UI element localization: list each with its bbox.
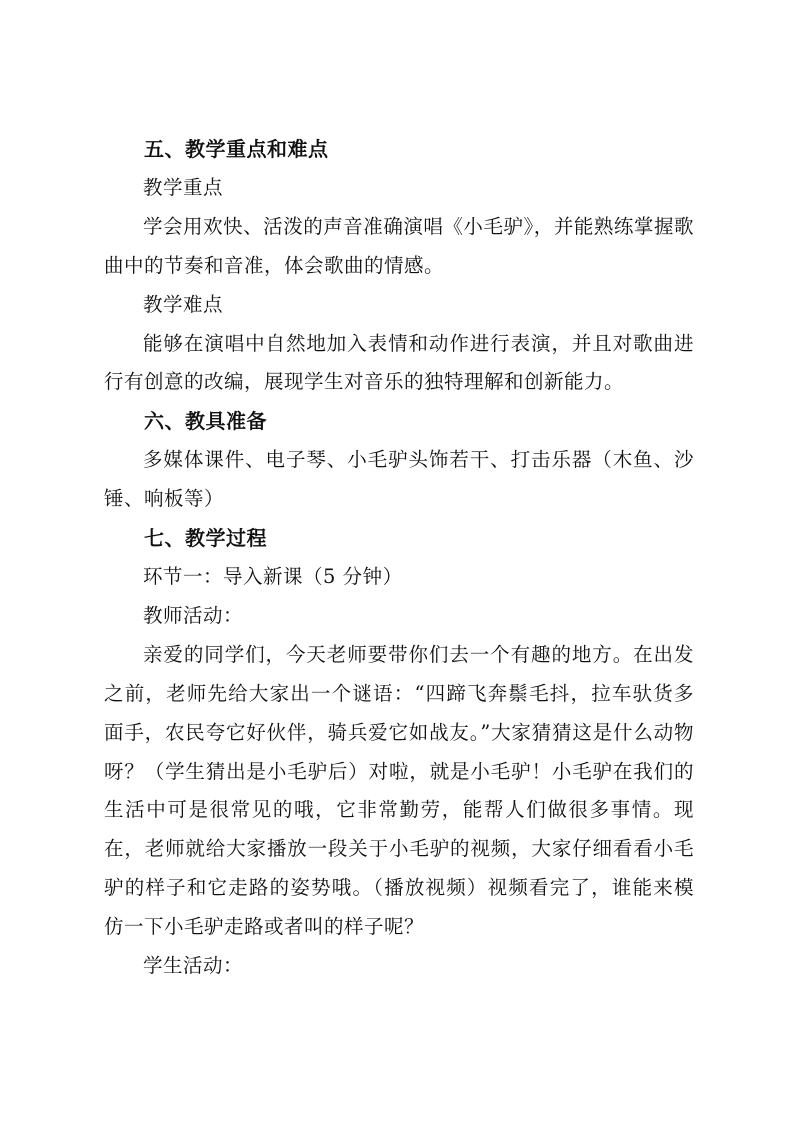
key-points-paragraph: 学会用欢快、活泼的声音准确演唱《小毛驴》，并能熟练掌握歌曲中的节奏和音准，体会歌曲的情感。 [104, 214, 694, 277]
teacher-activity-paragraph: 亲爱的同学们，今天老师要带你们去一个有趣的地方。在出发之前，老师先给大家出一个谜语：“四蹄飞奔鬃毛抖，拉车驮货多面手，农民夸它好伙伴，骑兵爱它如战友。”大家猜猜这是什么动物呀？（学生猜出是小毛驴后）对啦，就是小毛驴！小毛驴在我们的生活中可是很常见的哦，它非常勤劳，能帮人们做很多事情。现在，老师就给大家播放一段关于小毛驴的视频，大家仔细看看小毛驴的样子和它走路的姿势哦。（播放视频）视频看完了，谁能来模仿一下小毛驴走路或者叫的样子呢？ [104, 642, 694, 939]
section-6-heading: 六、教具准备 [144, 409, 267, 434]
key-points-label: 教学重点 [143, 175, 224, 199]
step-1-label: 环节一：导入新课（5 分钟） [143, 564, 403, 588]
difficulties-paragraph: 能够在演唱中自然地加入表情和动作进行表演，并且对歌曲进行有创意的改编，展现学生对音乐的独特理解和创新能力。 [104, 331, 694, 394]
difficulties-label: 教学难点 [143, 292, 224, 316]
document-body [104, 130, 694, 986]
section-7-heading: 七、教学过程 [144, 526, 267, 551]
student-activity-label: 学生活动： [143, 954, 244, 978]
teacher-activity-label: 教师活动： [143, 603, 244, 627]
teaching-aids-paragraph: 多媒体课件、电子琴、小毛驴头饰若干、打击乐器（木鱼、沙锤、响板等） [104, 448, 694, 511]
section-5-heading: 五、教学重点和难点 [144, 137, 329, 161]
